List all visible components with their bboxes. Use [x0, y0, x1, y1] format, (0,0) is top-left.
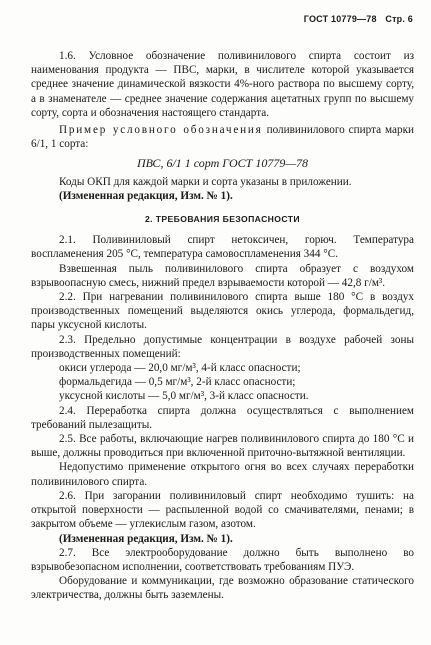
okp-codes-note: Коды ОКП для каждой марки и сорта указаны в приложении. [59, 175, 352, 188]
paragraph-2-2: 2.2. При нагревании поливинилового спирта выше 180 °С в воздух производственных помещений выделяются окись углерода, формальдегид, пары уксусной кислоты. [31, 291, 414, 332]
example-intro-spaced: Пример условного обозначения [59, 124, 263, 137]
concentration-item: формальдегида — 0,5 мг/м³, 2-й класс опасности; [59, 376, 296, 389]
section-title: 2. ТРЕБОВАНИЯ БЕЗОПАСНОСТИ [144, 214, 300, 225]
page-header [304, 14, 413, 24]
paragraph-2-4: 2.4. Переработка спирта должна осуществляться с выполнением требований пылезащиты. [31, 404, 414, 431]
change-note-1: (Измененная редакция, Изм. № 1). [59, 189, 233, 202]
paragraph-2-1: 2.1. Поливиниловый спирт нетоксичен, горюч. Температура воспламенения 205 °С, температура самовоспламенения 344 °С. [31, 234, 414, 261]
paragraph-2-7: 2.7. Все электрооборудование должно быть выполнено во взрывобезопасном исполнении, соответствовать требованиям ПУЭ. [31, 546, 414, 573]
document-body [31, 49, 414, 603]
paragraph-1-6: 1.6. Условное обозначение поливинилового спирта состоит из наименования продукта — ПВС, марки, в числителе которой указывается среднее значение динамической вязкости 4%-ного раствора по высшему сорту, а в знаменателе — среднее значение содержания ацетатных групп по высшему сорту, сорта и обозначения настоящего стандарта. [31, 50, 414, 119]
example-intro-rest: поливинилового спирта марки 6/1, 1 сорта: [31, 124, 414, 151]
designation-example: ПВС, 6/1 1 сорт ГОСТ 10779—78 [137, 156, 308, 171]
concentration-item: окиси углерода — 20,0 мг/м³, 4-й класс опасности; [59, 362, 301, 375]
page-number: Стр. 6 [385, 14, 413, 24]
paragraph-2-5: 2.5. Все работы, включающие нагрев поливинилового спирта до 180 °С и выше, должны проводиться при включенной приточно-вытяжной вентиляции. [31, 433, 414, 460]
concentration-list [31, 361, 414, 404]
standard-number: ГОСТ 10779—78 [303, 14, 377, 24]
concentration-item: уксусной кислоты — 5,0 мг/м³, 3-й класс опасности. [59, 390, 309, 403]
paragraph-2-1-dust: Взвешенная пыль поливинилового спирта образует с воздухом взрывоопасную смесь, нижний предел взрываемости которой — 42,8 г/м³. [31, 262, 414, 289]
paragraph-2-6: 2.6. При загорании поливиниловый спирт необходимо тушить: на открытой поверхности — распыленной водой со смачивателями, пенами; в закрытом объеме — углекислым газом, азотом. [31, 489, 414, 531]
paragraph-2-3: 2.3. Предельно допустимые концентрации в воздухе рабочей зоны производственных помещений: [31, 333, 414, 360]
example-intro [31, 123, 414, 151]
paragraph-2-7-grounding: Оборудование и коммуникации, где возможно образование статического электричества, должны быть заземлены. [31, 575, 414, 602]
change-note-2: (Измененная редакция, Изм. № 1). [59, 532, 233, 545]
paragraph-2-5-fire: Недопустимо применение открытого огня во всех случаях переработки поливинилового спирта. [31, 461, 414, 488]
